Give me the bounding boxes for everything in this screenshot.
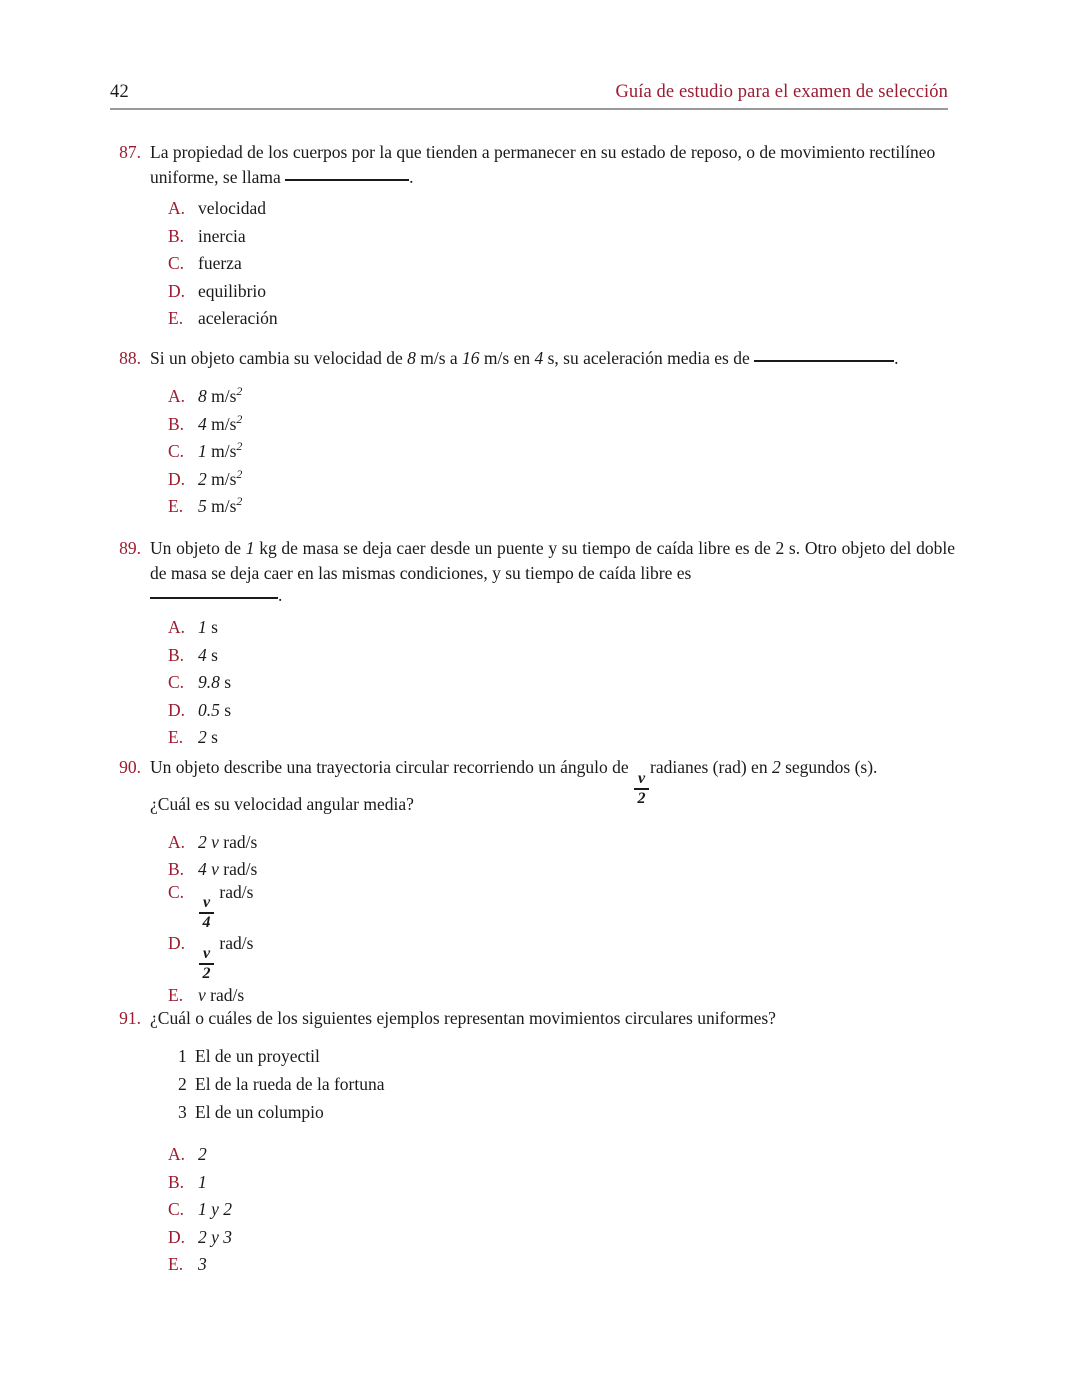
option-letter: A.: [168, 832, 186, 852]
option-value: 2 v: [198, 832, 219, 852]
option-d[interactable]: [168, 933, 257, 982]
option-exponent: 2: [236, 494, 243, 509]
stem-continuation: [150, 583, 955, 608]
question-stem: [150, 536, 955, 587]
option-d[interactable]: [168, 700, 231, 721]
option-unit: s: [211, 617, 218, 637]
option-unit: rad/s: [210, 984, 245, 1005]
subitem-text: El de un columpio: [195, 1102, 324, 1122]
option-value: 1: [198, 617, 207, 637]
option-letter: C.: [168, 1199, 185, 1219]
option-unit: rad/s: [223, 832, 258, 852]
option-text: velocidad: [198, 198, 267, 218]
option-d[interactable]: [168, 1227, 232, 1248]
option-letter: C.: [168, 253, 185, 273]
option-value: 4 v: [198, 859, 219, 879]
option-e[interactable]: [168, 308, 278, 329]
list-item: [178, 1074, 385, 1095]
fraction-denominator: 4: [202, 914, 211, 932]
subitem-text: El de un proyectil: [195, 1046, 320, 1066]
stem-value-3: 4: [534, 348, 544, 368]
fraction-denominator: 2: [637, 789, 646, 807]
question-88: [110, 346, 955, 371]
fraction-v-over-4: [199, 895, 214, 932]
option-text: [198, 859, 257, 880]
option-letter: B.: [168, 1171, 185, 1192]
options-88: [168, 386, 242, 517]
question-stem: [150, 346, 955, 371]
option-text: [198, 496, 242, 517]
option-letter: C.: [168, 672, 185, 692]
fill-in-blank[interactable]: [285, 179, 409, 181]
option-value: 2: [198, 468, 207, 489]
stem-text: segundos (s).: [780, 757, 878, 777]
stem-period: .: [278, 585, 283, 605]
option-b[interactable]: [168, 226, 278, 247]
option-letter: A.: [168, 386, 186, 406]
option-value: 1: [198, 1171, 207, 1192]
option-unit: s: [224, 672, 232, 692]
fraction-v-over-2: [199, 946, 214, 983]
option-unit: m/s: [211, 386, 237, 406]
option-b[interactable]: [168, 1172, 232, 1193]
option-letter: E.: [168, 496, 184, 516]
stem-text: Un objeto de: [150, 538, 246, 558]
option-text: [198, 386, 242, 407]
option-value: 8: [198, 386, 207, 406]
stem-period: .: [409, 167, 414, 188]
options-89: [168, 617, 231, 748]
header-divider: [110, 108, 948, 110]
stem-value-1: 1: [245, 538, 255, 558]
question-number: 88.: [119, 348, 141, 368]
option-letter: A.: [168, 1144, 186, 1164]
option-value: 9.8: [198, 672, 220, 692]
option-text: [198, 1172, 207, 1193]
option-unit: s: [224, 699, 232, 720]
fraction-numerator: v: [202, 893, 211, 911]
option-text: [198, 700, 231, 721]
option-value: 3: [198, 1254, 207, 1274]
option-unit: m/s: [211, 496, 237, 516]
option-letter: B.: [168, 225, 185, 246]
question-number: 90.: [119, 757, 141, 777]
stem-text: radianes (rad) en: [650, 757, 772, 777]
question-stem: ¿Cuál o cuáles de los siguientes ejemplos representan movimientos circulares uniformes?: [150, 1008, 776, 1028]
option-a[interactable]: [168, 832, 257, 853]
subitem-number: 1: [178, 1046, 187, 1066]
fraction-numerator: v: [637, 769, 646, 787]
option-letter: C.: [168, 441, 185, 461]
stem-text: m/s a: [415, 348, 463, 368]
option-value: 5: [198, 496, 207, 516]
option-c[interactable]: [168, 1199, 232, 1220]
stem-text: s, su aceleración media es de: [543, 348, 755, 368]
option-e[interactable]: [168, 727, 231, 748]
stem-value-1: 2: [771, 757, 781, 777]
options-90: [168, 832, 257, 1006]
option-c[interactable]: [168, 882, 257, 931]
list-item: [178, 1102, 385, 1123]
option-unit: m/s: [211, 441, 237, 461]
option-value: v: [198, 984, 206, 1005]
stem-value-1: 8: [407, 348, 416, 368]
question-stem: [150, 140, 955, 191]
option-unit: s: [211, 644, 218, 665]
option-text: inercia: [198, 225, 246, 246]
stem-text: La propiedad de los cuerpos por la que tienden a permanecer en su estado de reposo, o de movimiento rectilíneo uniforme, se llama: [150, 142, 936, 188]
page-header: [110, 82, 948, 103]
page-number: 42: [110, 82, 129, 102]
option-text: fuerza: [198, 253, 242, 273]
question-89-blank-line: [110, 583, 955, 608]
stem-continuation: ¿Cuál es su velocidad angular media?: [150, 794, 414, 814]
option-text: [198, 933, 253, 982]
option-text: [198, 672, 231, 693]
stem-text: m/s en: [479, 348, 535, 368]
option-text: [198, 617, 218, 638]
fill-in-blank[interactable]: [754, 360, 894, 362]
option-a[interactable]: [168, 1144, 232, 1165]
question-87: [110, 140, 955, 191]
option-letter: A.: [168, 617, 186, 637]
option-text: [198, 466, 243, 490]
option-text: [198, 832, 257, 853]
stem-period: .: [894, 348, 899, 368]
option-letter: E.: [168, 984, 184, 1005]
option-unit: rad/s: [223, 859, 258, 879]
question-91: [110, 1006, 955, 1031]
question-number: 87.: [119, 142, 141, 162]
option-text: [198, 411, 243, 435]
fill-in-blank[interactable]: [150, 597, 278, 599]
header-title: Guía de estudio para el examen de selección: [615, 82, 948, 102]
option-value: 1 y 2: [198, 1199, 233, 1219]
option-letter: D.: [168, 1226, 186, 1247]
option-text: [198, 645, 218, 666]
question-90-line2: [110, 789, 955, 817]
option-c[interactable]: [168, 441, 242, 462]
option-letter: E.: [168, 727, 184, 747]
option-a[interactable]: [168, 617, 231, 638]
option-text: [198, 882, 253, 931]
option-exponent: 2: [236, 384, 243, 399]
option-text: equilibrio: [198, 280, 267, 301]
question-number: 91.: [119, 1008, 141, 1028]
option-b[interactable]: [168, 859, 257, 880]
option-e[interactable]: [168, 496, 242, 517]
option-b[interactable]: [168, 411, 243, 435]
question-number: 89.: [119, 538, 141, 558]
option-d[interactable]: [168, 466, 243, 490]
option-letter: D.: [168, 468, 186, 489]
option-text: [198, 727, 218, 748]
option-a[interactable]: [168, 198, 278, 219]
option-text: [198, 1227, 232, 1248]
option-letter: D.: [168, 699, 186, 720]
option-letter: D.: [168, 280, 186, 301]
option-value: 4: [198, 644, 207, 665]
option-letter: B.: [168, 859, 185, 879]
fraction-numerator: v: [202, 945, 211, 963]
option-unit: m/s: [211, 413, 237, 434]
option-letter: C.: [168, 882, 185, 902]
option-value: 4: [198, 413, 207, 434]
option-d[interactable]: [168, 281, 278, 302]
option-unit: rad/s: [219, 933, 254, 954]
fraction-denominator: 2: [202, 965, 211, 983]
option-e[interactable]: [168, 1254, 232, 1275]
option-a[interactable]: [168, 386, 242, 407]
subitem-number: 3: [178, 1102, 187, 1122]
option-c[interactable]: [168, 253, 278, 274]
option-text: [198, 1199, 232, 1220]
options-87: [168, 198, 278, 329]
option-text: [198, 1144, 207, 1165]
option-value: 1: [198, 441, 207, 461]
subitem-text: El de la rueda de la fortuna: [195, 1074, 385, 1094]
list-item: [178, 1046, 385, 1067]
option-exponent: 2: [236, 439, 243, 454]
option-unit: m/s: [211, 468, 237, 489]
option-text: aceleración: [198, 308, 278, 328]
options-91: [168, 1144, 232, 1275]
option-letter: E.: [168, 1254, 184, 1274]
option-text: [198, 1254, 207, 1275]
subitems-91: [178, 1046, 385, 1123]
stem-text: Si un objeto cambia su velocidad de: [150, 348, 408, 368]
option-letter: D.: [168, 933, 186, 954]
option-unit: rad/s: [219, 882, 254, 902]
stem-text: kg de masa se deja caer desde un puente y su tiempo de caída libre es de 2 s. Otro objeto del doble de masa se deja caer en las mismas condiciones, y su tiempo de caída libre es: [150, 538, 956, 584]
option-letter: A.: [168, 198, 186, 218]
option-e[interactable]: [168, 985, 257, 1006]
option-value: 0.5: [198, 699, 220, 720]
stem-value-2: 16: [462, 348, 480, 368]
question-89: [110, 536, 955, 587]
option-letter: B.: [168, 413, 185, 434]
option-value: 2 y 3: [198, 1226, 233, 1247]
option-exponent: 2: [236, 466, 243, 481]
subitem-number: 2: [178, 1074, 187, 1094]
stem-text: Un objeto describe una trayectoria circular recorriendo un ángulo de: [150, 757, 633, 777]
option-letter: E.: [168, 308, 184, 328]
option-text: [198, 441, 242, 462]
option-letter: B.: [168, 644, 185, 665]
option-text: [198, 985, 244, 1006]
option-unit: s: [211, 727, 218, 747]
option-b[interactable]: [168, 645, 231, 666]
option-value: 2: [198, 1144, 207, 1164]
option-exponent: 2: [236, 411, 243, 426]
option-c[interactable]: [168, 672, 231, 693]
option-value: 2: [198, 727, 207, 747]
